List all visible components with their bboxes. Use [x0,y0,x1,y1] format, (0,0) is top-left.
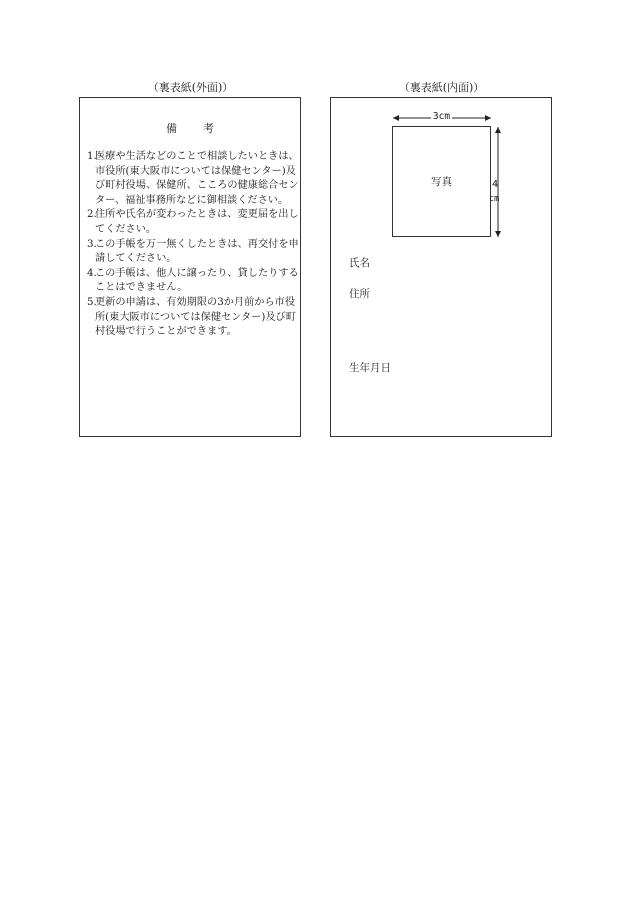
notes-title [80,120,300,136]
note-text: 住所や氏名が変わったときは、変更届を出してください。 [95,209,299,235]
note-number: 1. [87,151,97,162]
note-number: 4. [87,267,97,279]
note-item [87,238,299,267]
notes-title-char-1: 備 [166,122,177,135]
note-number: 5. [87,296,97,308]
note-item [87,267,299,296]
name-field-label: 氏名 [349,257,370,269]
note-text: 更新の申請は、有効期限の3か月前から市役所(東大阪市については保健センター)及び町村役場で行うことができます。 [95,296,296,338]
notes-list [87,150,299,340]
birthdate-field-label: 生年月日 [349,362,391,374]
photo-width-label: 3cm [432,111,451,122]
note-number: 2. [87,209,97,221]
photo-height-label: 4 cm [489,179,500,204]
note-text: この手帳を万一無くしたときは、再交付を申請してください。 [95,238,299,265]
note-item [87,208,299,237]
outer-cover-caption: （裏表紙(外面)） [147,81,234,94]
note-text: 医療や生活などのことで相談したいときは、市役所(東大阪市については保健センター)及び町村役場、保健所、こころの健康総合センター、福祉事務所などに御相談ください。 [95,151,299,206]
notes-title-char-2: 考 [203,122,214,135]
inner-cover-panel [330,97,552,437]
note-text: この手帳は、他人に譲ったり、貸したりすることはできません。 [95,267,299,294]
note-item [87,296,299,340]
inner-cover-caption: （裏表紙(内面)） [398,81,485,94]
note-number: 3. [87,238,97,250]
address-field-label: 住所 [349,288,370,300]
outer-cover-panel [79,97,301,437]
note-item [87,150,299,208]
photo-box [392,126,491,237]
photo-label: 写真 [431,176,452,188]
